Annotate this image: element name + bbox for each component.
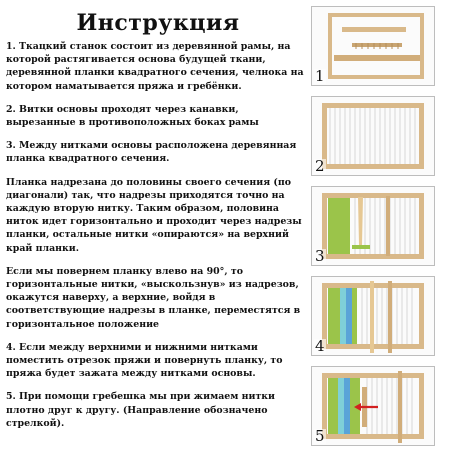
heddle-bar-vertical — [398, 371, 402, 443]
photo-number: 2 — [315, 157, 325, 175]
photo-number: 4 — [315, 337, 325, 355]
woven-green-section — [328, 198, 350, 254]
instructions-column — [6, 40, 306, 440]
heddle-bar — [334, 55, 420, 61]
photos-column — [309, 6, 444, 456]
photo-number: 5 — [315, 427, 325, 445]
photo-warped-loom — [311, 96, 435, 176]
paragraph-3-rotation: Если мы повернем планку влево на 90°, то горизонтальные нитки, «выскользнув» из надрезов, окажутся наверху, а верхние, войдя в соответствующие надрезы в планке, переместятся в горизонтальное положение — [6, 265, 301, 330]
shuttle — [342, 27, 406, 32]
frame-bar-top — [328, 13, 424, 17]
photo-comb-pressing — [311, 366, 435, 446]
comb-pressing-illustration — [312, 367, 434, 445]
paragraph-3-detail: Планка надрезана до половины своего сечения (по диагонали) так, что надрезы приходятся точно на каждую вторую нитку. Таким образом, половина ниток идет горизонтально и проходит через надрезы планки, остальные нитки «опираются» на верхний край планки. — [6, 176, 302, 254]
paragraph-2: 2. Витки основы проходят через канавки, вырезанные в противоположных боках рамы — [6, 103, 259, 129]
weaving-colors-illustration — [312, 277, 434, 355]
photo-number: 3 — [315, 247, 325, 265]
paragraph-3: 3. Между нитками основы расположена деревянная планка квадратного сечения. — [6, 140, 297, 165]
photo-weaving-started — [311, 186, 435, 266]
frame-bar-right — [420, 13, 424, 79]
heddle-bar-vertical — [388, 281, 392, 353]
loom-parts-illustration — [312, 7, 434, 85]
paragraph-1: 1. Ткацкий станок состоит из деревянной рамы, на которой растягивается основа будущей ткани, деревянной планки квадратного сечения, челнока на котором наматывается пряжа и гребёнки. — [6, 41, 304, 92]
photo-weaving-colors — [311, 276, 435, 356]
heddle-bar-vertical — [386, 196, 390, 256]
page-title: Инструкция — [76, 10, 240, 36]
photo-number: 1 — [315, 67, 325, 85]
paragraph-5: 5. При помощи гребешка мы при жимаем нитки плотно друг к другу. (Направление обозначено стрелкой). — [6, 391, 276, 429]
photo-loom-parts — [311, 6, 435, 86]
shuttle-vertical — [358, 197, 363, 245]
warped-loom-illustration — [312, 97, 434, 175]
shuttle-vertical — [370, 281, 374, 353]
frame-bar-bottom — [328, 75, 424, 79]
frame-bar-left — [328, 13, 332, 79]
paragraph-4: 4. Если между верхними и нижними нитками поместить отрезок пряжи и повернуть планку, то пряжа будет зажата между нитками основы. — [6, 341, 283, 380]
comb — [352, 43, 402, 47]
weaving-started-illustration — [312, 187, 434, 265]
